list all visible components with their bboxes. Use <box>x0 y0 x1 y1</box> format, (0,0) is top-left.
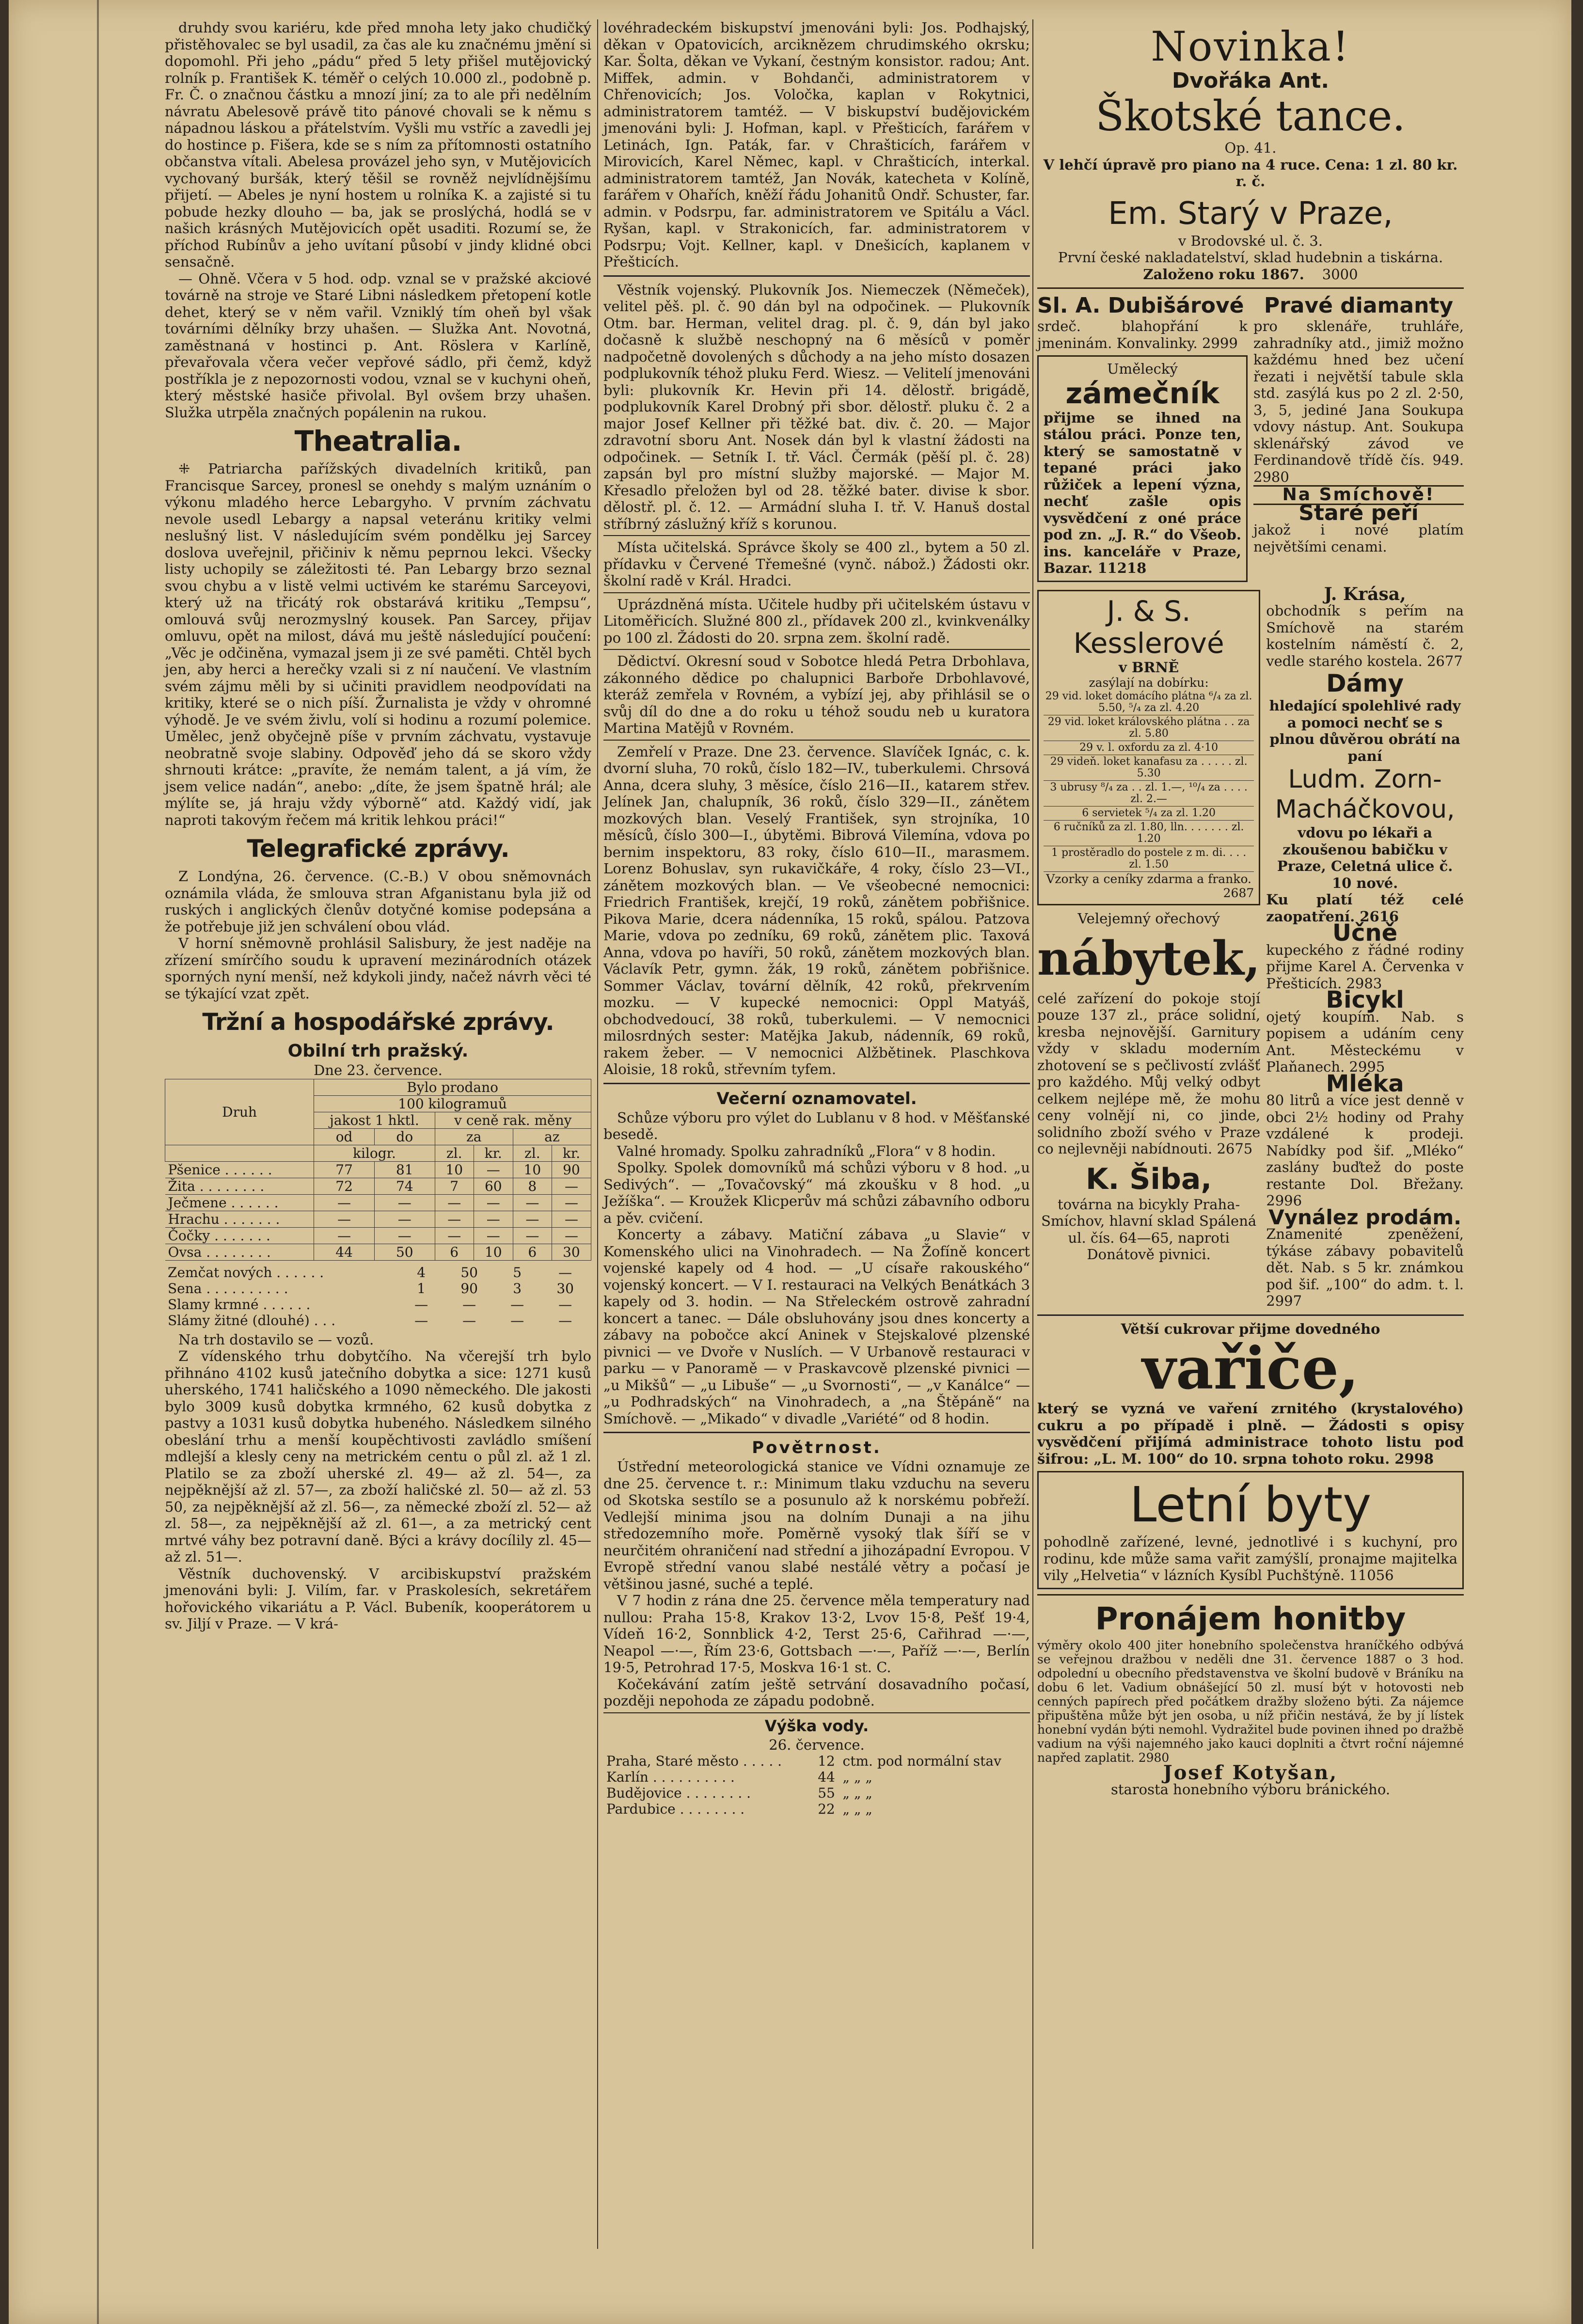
heading-theatralia: Theatralia. <box>294 425 462 458</box>
list-item: 29 vid. loket domácího plátna ⁶/₄ za zl. 5.50, ⁵/₄ za zl. 4.20 <box>1044 690 1254 715</box>
grain-cell: — <box>552 1227 591 1244</box>
list-item: 6 servietek ⁵/₄ za zl. 1.20 <box>1044 806 1254 821</box>
ad-damy: Dámy <box>1326 669 1404 697</box>
ad-dvorak: Dvořáka Ant. <box>1171 68 1330 93</box>
ad-ucne: Učně <box>1332 919 1398 947</box>
column-divider <box>1032 19 1033 2249</box>
ad-siba-title: K. Šiba, <box>1086 1162 1212 1196</box>
ad-zamecnik: zámečník <box>1065 376 1219 411</box>
ad-dubis-text: srdeč. blahopřání k jmeninám. Konvalinky. 2999 <box>1037 318 1248 351</box>
event-koncerty: Koncerty a zábavy. Matiční zábava „u Slavie“ v Komenského ulici na Vinohradech. — Na Žofíně koncert vojenské kapely od 4 hod. — „U císaře rakouského“ vojenský koncert. — V I. restauraci na Velkých Benátkách 3 kapely od 3. hodin. — Na Střeleckém ostrově zahradní koncert a tanec. — Dále obsluhovány jsou dnes koncerty a zábavy na pobočce akcí Aninek v Stejskalové plzenské pivnici — ve Dvoře v Nuslích. — V Urbanově restauraci v parku — v Panoramě — v Praskavcově plzenské pivnici — „u Mikšů“ — „u Libuše“ — „u Svornosti“, — „v Kanálce“ — „u Podhradských“ na Vinohradech, a „na Štěpáně“ na Smíchově. — „Mikado“ v divadle „Variété“ od 8 hodin. <box>603 1226 1030 1427</box>
water-val: 44 <box>818 1769 835 1785</box>
grain-cell: 60 <box>474 1178 513 1194</box>
grain-cell: — <box>552 1194 591 1211</box>
column-middle <box>603 19 1030 1817</box>
grain-name: Žita . . . . . . . . <box>165 1178 314 1194</box>
water-place: Budějovice . . . . . . . . <box>606 1785 751 1801</box>
grain-cell: — <box>474 1161 513 1178</box>
column-left <box>165 19 591 1632</box>
hay-cell: 50 <box>460 1264 478 1281</box>
ad-kupni: Ku platí též celé zaopatření. 2616 <box>1266 891 1464 925</box>
grain-cell: — <box>552 1211 591 1227</box>
grain-cell: 30 <box>552 1244 591 1260</box>
water-unit: „ „ „ <box>842 1769 872 1785</box>
ad-op: Op. 41. <box>1224 140 1277 156</box>
ad-num: 3000 <box>1322 266 1358 283</box>
grain-cell: — <box>513 1211 552 1227</box>
th-zl2: zl. <box>513 1145 552 1161</box>
ad-dubis-name: Sl. A. Dubišárové <box>1037 293 1244 318</box>
event-vylet: Schůze výboru pro výlet do Lublanu v 8 hod. v Měšťanské besedě. <box>603 1109 1030 1142</box>
table-row <box>165 1296 591 1312</box>
water-place: Praha, Staré město . . . . . <box>606 1753 782 1769</box>
table-row <box>165 1194 591 1211</box>
ad-kessler-title: J. & S. Kesslerové <box>1073 594 1224 660</box>
hay-cell: 1 <box>417 1280 426 1296</box>
hay-cell: — <box>510 1312 524 1328</box>
heading-trzni: Tržní a hospodářské zprávy. <box>202 1009 554 1036</box>
grain-cell: 72 <box>314 1178 375 1194</box>
water-place: Pardubice . . . . . . . . <box>606 1801 745 1817</box>
grain-cell: — <box>314 1227 375 1244</box>
th-od: od <box>314 1128 375 1145</box>
ad-zalozeno: Založeno roku 1867. <box>1143 266 1304 283</box>
grain-cell: 90 <box>552 1161 591 1178</box>
ad-cukrovar-text: který se vyzná ve vaření zrnitého (krystalového) cukru a po případě i plně. — Žádosti s opisy vysvědčení přijímá administrace tohoto listu pod šifrou: „L. M. 100“ do 10. srpna tohoto roku. 2998 <box>1037 1400 1464 1467</box>
table-row <box>603 1753 1030 1769</box>
ad-novinka-title: Novinka! <box>1151 23 1350 70</box>
table-row <box>165 1244 591 1260</box>
th-prodano: Bylo prodano <box>314 1079 591 1095</box>
ad-krasa-text: obchodník s peřím na Smíchově na starém kostelním náměstí č. 2, vedle starého kostela. 2677 <box>1266 602 1464 669</box>
grain-cell: — <box>435 1194 474 1211</box>
table-row <box>603 1801 1030 1817</box>
article-uprazdnena: Uprázdněná místa. Učitele hudby při učitelském ústavu v Litoměřicích. Služné 800 zl., přídavek 200 zl., kvinkvenálky po 100 zl. Žádosti do 20. srpna zem. školní radě. <box>603 596 1030 646</box>
grain-cell: — <box>314 1194 375 1211</box>
column-divider <box>597 19 598 2249</box>
hay-cell: — <box>414 1296 428 1312</box>
water-unit: ctm. pod normální stav <box>842 1753 1001 1769</box>
table-row <box>165 1312 591 1328</box>
ad-stary: Em. Starý v Praze, <box>1108 195 1393 232</box>
water-unit: „ „ „ <box>842 1801 872 1817</box>
page-fold-line <box>97 0 99 2324</box>
th-az: az <box>513 1128 591 1145</box>
ad-kessler-city: v BRNĚ <box>1119 659 1179 676</box>
article-salisbury: V horní sněmovně prohlásil Salisbury, že jest naděje na zřízení smírčího soudu k upravení mezinárodních otázek sporných nyní menší, než kdykoli jindy, načež návrh věci té se týkající vzat zpět. <box>165 935 591 1002</box>
ad-zamecnik-text: přijme se ihned na stálou práci. Ponze ten, který se samostatně v tepané práci jako růžiček a lepení význa, nechť zašle opis vysvědčení z oné práce pod zn. „J. R.“ do Všeob. ins. kanceláře v Praze, Bazar. 11218 <box>1044 409 1241 576</box>
ad-prvni: První české nakladatelství, sklad hudebnin a tiskárna. <box>1058 249 1443 266</box>
table-row <box>165 1211 591 1227</box>
event-spolky: Spolky. Spolek domovníků má schůzi výboru v 8 hod. „u Sedivých“. — „Tovačovský“ má zkoušku v 8 hod. „u Ježíška“. — Kroužek Klicperův má schůzi zábavního odboru a pěv. cvičení. <box>603 1159 1030 1226</box>
grain-cell: — <box>314 1211 375 1227</box>
column-right <box>1037 19 1464 1798</box>
grain-cell: 10 <box>474 1244 513 1260</box>
weather-forecast: Kočekávání zatím ještě setrvání dosavadního počasí, později nepohoda ze západu podobně. <box>603 1676 1030 1709</box>
grain-cell: — <box>374 1227 435 1244</box>
ad-prave-text: pro sklenáře, truhláře, zahradníky atd., jimiž možno každému hned bez učení řezati i největší tabule skla std. zasýlá kus po 2 zl. 2·50, 3, 5, jediné Jana Soukupa vdovy nástup. Ant. Soukupa sklenářský závod ve Ferdinandově třídě čís. 949. 2980 <box>1253 318 1464 485</box>
grain-cell: 50 <box>374 1244 435 1260</box>
grain-cell: — <box>374 1211 435 1227</box>
ad-bicykl-text: ojetý koupím. Nab. s popisem a udáním ceny Ant. Městeckému v Plaňanech. 2995 <box>1266 1008 1464 1075</box>
ad-krasa: J. Krása, <box>1324 584 1406 604</box>
th-jakost: jakost 1 hktl. <box>314 1112 435 1128</box>
hay-cell: 3 <box>513 1280 522 1296</box>
hay-cell: — <box>462 1312 476 1328</box>
ad-zamecnik-top: Umělecký <box>1107 361 1178 377</box>
ad-varice: vařiče, <box>1142 1334 1359 1403</box>
article-zemreli: Zemřelí v Praze. Dne 23. července. Slavíček Ignác, c. k. dvorní sluha, 70 roků, číslo 182—IV., tuberkulemi. Chrsová Anna, dcera sluhy, 3 měsíce, číslo 216—II., katarem střev. Jelínek Jan, chalupník, 36 roků, číslo 329—II., zánětem mozkových blan. Veselý František, syn strojníka, 10 měsíců, číslo 300—I., úbytěmi. Bibrová Vilemína, vdova po bernim inspektoru, 83 roky, číslo 610—II., marasmem. Lorenz Bohuslav, syn rukavičkáře, 4 roky, číslo 23—VI., zánětem mozkových blan. — Ve všeobecné nemocnici: Friedrich František, krejčí, 19 roků, zánětem pobřišnice. Pikova Marie, dcera nádenníka, 15 roků, spálou. Patzova Marie, vdova po zedníku, 69 roků, zánětem plic. Taxová Anna, vdova po havíři, 50 roků, zánětem mozkových blan. Václavík Petr, gymn. žák, 19 roků, zánětem pobřišnice. Sommer Václav, tovární dělník, 42 roků, překrvením mozku. — V kupecké nemocnici: Oppl Matyáš, obchodvedoucí, 38 roků, tuberkulemi. — V nemocnici milosrdných sester: Matějka Jakub, nádenník, 69 roků, rakem žeber. — V nemocnici Alžbětinek. Plaschkova Aloisie, 18 roků, střevním tyfem. <box>603 743 1030 1077</box>
article-vienna-cattle: Z vídenského trhu dobytčího. Na včerejší trh bylo přihnáno 4102 kusů jatečního dobytka a sice: 1271 kusů uherského, 1741 haličského a 1090 německého. Dle jakosti bylo 3009 kusů dobytka krmného, 62 kusů dobytka z pastvy a 1031 kusů dobytka hubeného. Následkem silného obeslání trhu a menší koupěchtivosti zavládlo smíšení mdlejší a klesly ceny na metrickém centu o půl zl. až 1 zl. Platilo se za zboží uherské zl. 49— až zl. 54—, za nejpěknější až zl. 57—, za zboží haličské zl. 50— až zl. 53 50, za nejpěknější až zl. 56—, za německé zboží zl. 52— až zl. 58—, za nejpěknější až zl. 61—, a za metrický cent mrtvé váhy bez potravní daně. Býci a krávy docílily zl. 45— až zl. 51—. <box>165 1348 591 1565</box>
ad-nabytek: nábytek, <box>1037 931 1261 986</box>
ad-siba-text: továrna na bicykly Praha-Smíchov, hlavní sklad Spálená ul. čís. 64—65, naproti Donátově pivnici. <box>1041 1196 1257 1263</box>
hay-cell: 90 <box>460 1280 478 1296</box>
ad-ucne-text: kupeckého z řádné rodiny přijme Karel A. Červenka v Přešticích. 2983 <box>1266 941 1464 992</box>
article-abeles: druhdy svou kariéru, kde před mnoha lety jako chudičký přistěhovalec se byl usadil, za čas ale ku značnému jmění si dopomohl. Při jeho „pádu“ před 5 lety přišel mutějovický rolník p. František K. téměř o celých 10.000 zl., podobně p. Fr. Č. o značnou částku a mnozí jiní; za to ale při nedělním návratu Abelesově právě tito pánové chovali se k němu s nápadnou láskou a přátelstvím. Vyšli mu vstříc a zavedli jej do hostince p. Fišera, kde se s ním za přítomnosti ostatního občanstva vítali. Abelesa provázel jeho syn, v Mutějovicích vychovaný buršák, který těšil se rovněž nejvlídnějšímu přijetí. — Abeles je nyní hostem u rolníka K. a zajisté si tu pobude hezky dlouho — ba, jak se proslýchá, hodlá se v našich krásných Mutějovicích opět usaditi. Rozumí se, že příchod Rubínův a jeho uvítaní působí v jindy klidné obci sensačně. <box>165 19 591 270</box>
grain-cell: 7 <box>435 1178 474 1194</box>
water-val: 55 <box>818 1785 835 1801</box>
heading-vyska: Výška vody. <box>764 1716 869 1735</box>
article-theatralia: ⁜ Patriarcha pařížských divadelních kritiků, pan Francisque Sarcey, pronesl se onehdy s malým uznáním o výkonu mladého herce Lebargyho. V prvním záchvatu nevole usedl Lebargy a napsal veteránu kritiky velmi neslušný list. V následujícím svém pondělku jej Sarcey doslova uveřejnil, přičiniv k němu peprnou lekci. Všecky listy uchopily se záležitosti té. Pan Lebargy brzo seznal svou chybu a v listě velmi uctivém ke starému Sarceyovi, který už na třicátý rok obstarává kritiku „Tempsu“, omlouvá svůj nerozmyslný kousek. Pan Sarcey, přijav omluvu, opět na milost, dává mu ještě následující poučení: „Věc je odčiněna, vymazal jsem ji ze své paměti. Chtěl bych jen, aby herci a herečky vzali si z ní naučení. Ve vlastním svém zájmu měli by si učiniti pravidlem neodpovídati na kritiky, které se o nich píší. Žurnalista je vždy v ohromné výhodě. Je ve svém živlu, volí si hodinu a rozumí polemice. Umělec, jenž obyčejně píše v prvním záchvatu, vystavuje neobratně svoje slabiny. Odpověď jeho dá se skoro vždy shrnouti krátce: „pravíte, že nemám talent, a já vím, že jsem velice nadán“, anebo: „díte, že jsem špatně hrál; ale mýlíte se, já hraju vždy výborně“ atd. Každý vidí, jak naproti takovým řečem má kritik lehkou práci!“ <box>165 460 591 828</box>
th-kilogr: kilogr. <box>314 1145 435 1161</box>
ad-skotske: Škotské tance. <box>1095 92 1406 141</box>
water-place: Karlín . . . . . . . . . . <box>606 1769 735 1785</box>
table-row <box>165 1265 591 1281</box>
grain-cell: 77 <box>314 1161 375 1178</box>
grain-cell: — <box>474 1194 513 1211</box>
table-row <box>165 1178 591 1194</box>
ad-kotysan: Josef Kotyšan, <box>1163 1761 1338 1784</box>
ad-lehke: V lehčí úpravě pro piano na 4 ruce. Cena: 1 zl. 80 kr. r. č. <box>1043 156 1458 190</box>
grain-cell: — <box>474 1211 513 1227</box>
hay-cell: — <box>558 1312 572 1328</box>
table-row <box>165 1281 591 1296</box>
table-row <box>603 1769 1030 1785</box>
article-dedictvi: Dědictví. Okresní soud v Sobotce hledá Petra Drbohlava, zákonného dědice po chalupnici Barboře Drbohlavové, kteráž zemřela v Rovném, a vybízí jej, aby přihlásil se o svůj díl do dne a do roku u téhož soudu neb u kuratora Martina Matějů v Rovném. <box>603 653 1030 736</box>
hay-name: Slámy žitné (dlouhé) . . . <box>168 1312 336 1328</box>
ad-kessler-foot: Vzorky a ceníky zdarma a franko. <box>1046 872 1252 886</box>
grain-cell: 44 <box>314 1244 375 1260</box>
ad-starosta: starosta honebního výboru bránického. <box>1110 1781 1391 1798</box>
th-kr: kr. <box>474 1145 513 1161</box>
hay-cell: — <box>510 1296 524 1312</box>
vyska-date: 26. července. <box>769 1736 865 1753</box>
ad-bicykl: Bicykl <box>1326 986 1404 1013</box>
ad-letni-text: pohodlně zařízené, levné, jednotlivé i s kuchyní, pro rodinu, kde může sama vařit zamýšlí, pronajme majitelka vily „Helvetia“ v lázních Kysíbl Puchštýně. 11056 <box>1044 1534 1457 1583</box>
article-vojensky: Věstník vojenský. Plukovník Jos. Niemeczek (Němeček), velitel pěš. pl. č. 90 dán byl na odpočinek. — Plukovník Otm. bar. Herman, velitel drag. pl. č. 9, dán byl jako dočasně k službě neschopný na 6 měsíců v poměr nadpočetně dovolených s důchody a na jeho místo dosazen podplukovník téhož pluku Ferd. Wiesz. — Velitelí jmenováni byli: plukovník Kr. Hevin při 14. dělostř. brigádě, podplukovník Karel Drobný při sbor. dělostř. pluku č. 2 a major Josef Kellner při těžké bat. div. č. 20. — Major zdravotní sboru Ant. Nosek dán byl k vlastní žádosti na odpočinek. — Setník I. tř. Václ. Čermák (pěší pl. č. 28) zapsán byl pro místní služby majorské. — Major M. Křesadlo přeložen byl od 28. těžké bater. divise k sbor. dělostř. pl. č. 12. — Armádní sluha I. tř. V. Hanuš dostal stříbrný záslužný kříž s korunou. <box>603 281 1030 532</box>
list-item: 3 ubrusy ⁸/₄ za . . zl. 1.—, ¹⁰/₄ za . . . . zl. 2.— <box>1044 781 1254 806</box>
heading-povetrnost: Povětrnost. <box>752 1438 882 1457</box>
hay-name: Zemčat nových . . . . . . <box>168 1264 324 1281</box>
water-table <box>603 1753 1030 1817</box>
ad-stare-text: jakož i nové platím největšími cenami. <box>1253 522 1464 555</box>
ad-vynal-text: Znamenité zpeněžení, týkáse zábavy pobavitelů dět. Nab. s 5 kr. známkou pod šif. „100“ do adm. t. l. 2997 <box>1266 1226 1464 1309</box>
ad-prave-title: Pravé diamanty <box>1264 293 1454 318</box>
ad-ludm: Ludm. Zorn-Macháčkovou, <box>1275 765 1455 824</box>
ad-letni-title: Letní byty <box>1129 1476 1372 1533</box>
grain-table <box>165 1079 591 1261</box>
list-item: 29 v. l. oxfordu za zl. 4·10 <box>1044 741 1254 755</box>
weather-report: Ústřední meteorologická stanice ve Vídni oznamuje ze dne 25. července t. r.: Minimum tlaku vzduchu na severu od Skotska sestílo se a posunulo až k norskému pobřeží. Vedlejší minima jsou na dolním Dunaji a na jihu středozemního moře. Poměrně vysoký tlak šíří se v neurčitém ohraničení nad střední a jihozápadní Evropou. V Evropě střední vanou slabé nestálé větry a počasí je většinou jasné, suché a teplé. <box>603 1458 1030 1592</box>
grain-name: Ječmene . . . . . . <box>165 1194 314 1211</box>
heading-obilni: Obilní trh pražský. <box>287 1041 469 1061</box>
weather-temps: V 7 hodin z rána dne 25. července měla temperatury nad nullou: Praha 15·8, Krakov 13·2, Lvov 15·8, Pešť 19·4, Vídeň 16·2, Sonnblick 4·2, Terst 25·6, Cařihrad —·—, Neapol —·—, Řím 23·6, Gottsbach —·—, Paříž —·—, Berlín 19·5, Petrohrad 17·5, Moskva 16·1 st. C. <box>603 1592 1030 1676</box>
ad-mleko: Mléka <box>1326 1070 1404 1097</box>
list-item: 1 prostěradlo do postele z m. di. . . . zl. 1.50 <box>1044 846 1254 872</box>
grain-cell: 6 <box>513 1244 552 1260</box>
th-druh: Druh <box>165 1079 314 1145</box>
market-vozu: Na trh dostavilo se — vozů. <box>178 1331 374 1348</box>
grain-cell: 81 <box>374 1161 435 1178</box>
hay-name: Slamy krmné . . . . . . <box>168 1296 311 1312</box>
th-kg: 100 kilogramuů <box>314 1095 591 1112</box>
grain-name: Pšenice . . . . . . <box>165 1161 314 1178</box>
list-item: 29 videň. loket kanafasu za . . . . . zl. 5.30 <box>1044 755 1254 781</box>
grain-cell: — <box>374 1194 435 1211</box>
table-row <box>165 1227 591 1244</box>
th-cena: v ceně rak. měny <box>435 1112 591 1128</box>
hay-name: Sena . . . . . . . . . . <box>168 1280 288 1296</box>
article-biskupstvi: lovéhradeckém biskupství jmenováni byli: Jos. Podhajský, děkan v Opatovicích, arciknězem chrudimského okrsku; Kar. Šolta, děkan ve Vykaní, čestným konsistor. radou; Ant. Miffek, admin. v Bohdanči, administratorem v Chřenovicích; Jos. Voločka, kaplan v Rokytnici, administratorem tamtéž. — V biskupství budějovickém jmenováni byli: J. Hofman, kapl. v Přešticích, farářem v Letinách, Ign. Paták, far. v Chrašticích, farářem v Mirovicích, Karel Němec, kapl. v Chrašticích, interkal. administratorem tamtéž, Jan Novák, katecheta v Kolíně, farářem v Ohařích, kněží řádu Johanitů Ondř. Schuster, far. admin. v Podsrpu, far. administratorem ve Spitálu a Václ. Ryšan, kapl. v Strakonicích, far. administratorem v Podsrpu; Vojt. Kellner, kapl. v Dnešicích, kaplanem v Přešticích. <box>603 19 1030 270</box>
grain-name: Ovsa . . . . . . . . <box>165 1244 314 1260</box>
market-date: Dne 23. července. <box>314 1062 443 1078</box>
article-duchovensky: Věstník duchovenský. V arcibiskupství pražském jmenováni byli: J. Vilím, far. v Praskolesích, sekretářem hořovického vikariátu a P. Václ. Bubeník, kooperátorem u sv. Jiljí v Praze. — V krá- <box>165 1565 591 1632</box>
th-zl: zl. <box>435 1145 474 1161</box>
ad-cukrovar-top: Větší cukrovar přijme dovedného <box>1121 1320 1380 1337</box>
ad-damy-text: hledající spolehlivé rady a pomoci nechť se s plnou důvěrou obrátí na paní <box>1269 697 1461 764</box>
ad-kessler-sub: zasýlají na dobírku: <box>1089 676 1209 690</box>
th-za: za <box>435 1128 513 1145</box>
article-mista: Místa učitelská. Správce školy se 400 zl., bytem a 50 zl. přídavku v Červené Třemešné (vynč. nábož.) Žádosti okr. školní radě v Král. Hradci. <box>603 539 1030 589</box>
grain-cell: 8 <box>513 1178 552 1194</box>
ad-pronajem-text: výměry okolo 400 jiter honebního společenstva hraníčkého odbývá se veřejnou dražbou v neděli dne 31. července 1887 o 3 hod. odpolední u obecního představenstva ve školní budově v Bráníku na dobu 6 let. Vadium obnášející 50 zl. musí být v hotovosti neb cenných papírech před počátkem dražby složeno býti. Za nájemce připuštěna může být jen osoba, u níž přičin nestává, že by jí lístek honební vydán býti nemohl. Vydražitel bude povinen ihned po dražbě vadium na výši najemného jako kauci doplniti a čtvrt roční nájemné napřed zaplatit. 2980 <box>1037 1638 1464 1765</box>
grain-cell: — <box>435 1227 474 1244</box>
grain-cell: — <box>513 1194 552 1211</box>
ad-nabytek-top: Velejemný ořechový <box>1077 910 1220 927</box>
grain-cell: — <box>552 1178 591 1194</box>
grain-cell: — <box>513 1227 552 1244</box>
ad-vynal: Vynález prodám. <box>1268 1205 1462 1229</box>
heading-telegraf: Telegrafické zprávy. <box>247 835 509 863</box>
ad-kessler <box>1037 590 1260 906</box>
list-item: 29 vid. loket královského plátna . . za zl. 5.80 <box>1044 715 1254 741</box>
ad-pronajem-title: Pronájem honitby <box>1095 1601 1406 1637</box>
ad-kessler-num: 2687 <box>1223 886 1254 900</box>
event-valne: Valné hromady. Spolku zahradníků „Flora“ v 8 hodin. <box>617 1142 996 1159</box>
water-val: 22 <box>818 1801 835 1817</box>
hay-cell: — <box>462 1296 476 1312</box>
hay-cell: 5 <box>513 1264 522 1281</box>
hay-cell: — <box>414 1312 428 1328</box>
grain-name: Čočky . . . . . . . <box>165 1227 314 1244</box>
ad-smichov: Na Smíchově! <box>1253 485 1464 505</box>
grain-cell: 6 <box>435 1244 474 1260</box>
hay-cell: 4 <box>417 1264 426 1281</box>
hay-cell: — <box>558 1296 572 1312</box>
th-kr2: kr. <box>552 1145 591 1161</box>
hay-cell: 30 <box>556 1280 574 1296</box>
grain-cell: 74 <box>374 1178 435 1194</box>
article-london: Z Londýna, 26. července. (C.-B.) V obou sněmovnách oznámila vláda, že smlouva stran Afganistanu byla již od ruských i anglických členův dotyčné komise podepsána a že potřebuje již jen schválení obou vlád. <box>165 868 591 935</box>
table-row <box>603 1785 1030 1801</box>
hay-table <box>165 1265 591 1328</box>
water-val: 12 <box>818 1753 835 1769</box>
article-ohne: — Ohně. Včera v 5 hod. odp. vznal se v pražské akciové továrně na stroje ve Staré Libni následkem přetopení kotle dehet, který se v něm vařil. Vzniklý tím oheň byl však továrními dělníky brzy uhašen. — Služka Ant. Novotná, zaměstnaná v hostinci p. Ant. Röslera v Karlíně, převařovala včera večer vepřové sádlo, při čemž, když postříkla je z nepozornosti vodou, vznal se v kuchyni oheň, který městské hasiče přivolal. Byl ovšem brzy uhašen. Služka utrpěla značných popálenin na rukou. <box>165 270 591 421</box>
water-unit: „ „ „ <box>842 1785 872 1801</box>
grain-name: Hrachu . . . . . . . <box>165 1211 314 1227</box>
grain-cell: 10 <box>435 1161 474 1178</box>
list-item: 6 ručníků za zl. 1.80, lln. . . . . . . zl. 1.20 <box>1044 821 1254 846</box>
heading-vecerni: Večerní oznamovatel. <box>716 1089 917 1108</box>
ad-nabytek-text: celé zařízení do pokoje stojí pouze 137 zl., práce solidní, kresba nejnovější. Garnitury vždy v skladu moderním zhotovení se s pečlivostí zvlášť pro každého. Můj velký odbyt celkem nejlépe mě, že mohu ceny volnějí ni, co jinde, solidního zboží svého v Praze co nejlevněji nabídnouti. 2675 <box>1037 990 1261 1157</box>
ad-brod: v Brodovské ul. č. 3. <box>1178 232 1323 249</box>
grain-cell: 10 <box>513 1161 552 1178</box>
grain-cell: — <box>435 1211 474 1227</box>
ad-mleko-text: 80 litrů a více jest denně v obci 2½ hodiny od Prahy vzdálené k prodeji. Nabídky pod šif. „Mléko“ zaslány buďtež do poste restante Dol. Břežany. 2996 <box>1266 1092 1464 1209</box>
th-do: do <box>374 1128 435 1145</box>
hay-cell: — <box>558 1264 572 1281</box>
table-row <box>165 1161 591 1178</box>
ad-stare-title: Staré peří <box>1298 500 1419 525</box>
grain-cell: — <box>474 1227 513 1244</box>
ad-kessler-list <box>1044 690 1254 872</box>
ad-ludm-text: vdovu po lékaři a zkoušenou babičku v Praze, Celetná ulice č. 10 nové. <box>1277 824 1453 891</box>
